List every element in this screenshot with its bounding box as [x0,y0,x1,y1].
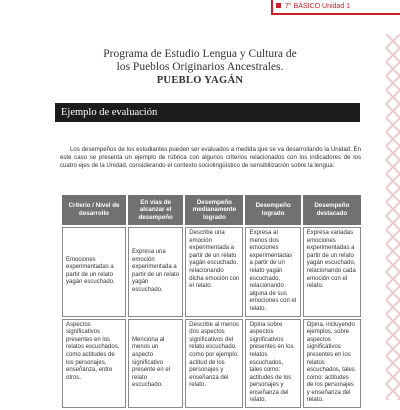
header-line-1: Programa de Estudio Lengua y Cultura de [103,48,297,60]
grade-unit-label: 7° BÁSICO Unidad 1 [285,3,351,10]
grade-unit-tab [271,0,400,15]
column-header: En vías de alcanzar el desempeño [128,195,183,225]
header-line-3: PUEBLO YAGÁN [156,75,244,86]
section-title-bar [55,103,360,122]
header-line-2: los Pueblos Originarios Ancestrales. [116,61,284,73]
decorative-pattern-strip [386,34,400,400]
table-cell: Emociones experimentadas a partir de un relato yagán escuchado. [62,227,126,317]
table-cell: Expresa una emoción experimentada a partir de un relato yagán escuchado. [128,227,183,317]
column-header: Desempeño logrado [245,195,300,225]
table-cell: Expresa variadas emociones experimentadas a partir de un relato yagán escuchado, relacionando cada emoción con el relato. [303,227,361,317]
table-cell: Expresa al menos dos emociones experimentadas a partir de un relato yagán escuchado, relacionando alguna de sus emociones con el relato. [245,227,300,317]
column-header: Desempeño medianamente logrado [185,195,243,225]
table-header-row [62,195,361,225]
table-cell: Menciona al menos un aspecto significativo presente en el relato escuchado. [128,319,183,409]
intro-paragraph: Los desempeños de los estudiantes pueden ser evaluados a medida que se va desarrollando la Unidad. En este caso se presenta un ejemplo de rúbrica con algunos criterios relacionados con los indicadores de los cuatro ejes de la Unidad, considerando el contexto sociolingüístico de sensibilización sobre la lengua: [60,146,361,170]
table-cell: Opina sobre aspectos significativos presentes en los relatos escuchados, tales como: actitudes de los personajes y enseñanza del relato. [245,319,300,409]
tab-square-icon [276,3,281,8]
table-row [62,227,361,317]
table-cell: Opina, incluyendo ejemplos, sobre aspectos significativos presentes en los relatos escuchados, tales como: actitudes de los personajes y enseñanza del relato. [303,319,361,409]
column-header: Criterio / Nivel de desarrollo [62,195,126,225]
table-cell: Describe al menos dos aspectos significativos del relato escuchado, como por ejemplo: actitud de los personajes y enseñanza del relato. [185,319,243,409]
document-header [80,48,320,87]
table-row [62,319,361,409]
table-cell: Describe una emoción experimentada a partir de un relato yagán escuchado, relacionando dicha emoción con el relato. [185,227,243,317]
table-cell: Aspectos significativos presentes en los relatos escuchados, como actitudes de los personajes, enseñanza, entre otros. [62,319,126,409]
section-title: Ejemplo de evaluación [61,107,158,118]
column-header: Desempeño destacado [303,195,361,225]
evaluation-rubric-table [60,193,363,410]
